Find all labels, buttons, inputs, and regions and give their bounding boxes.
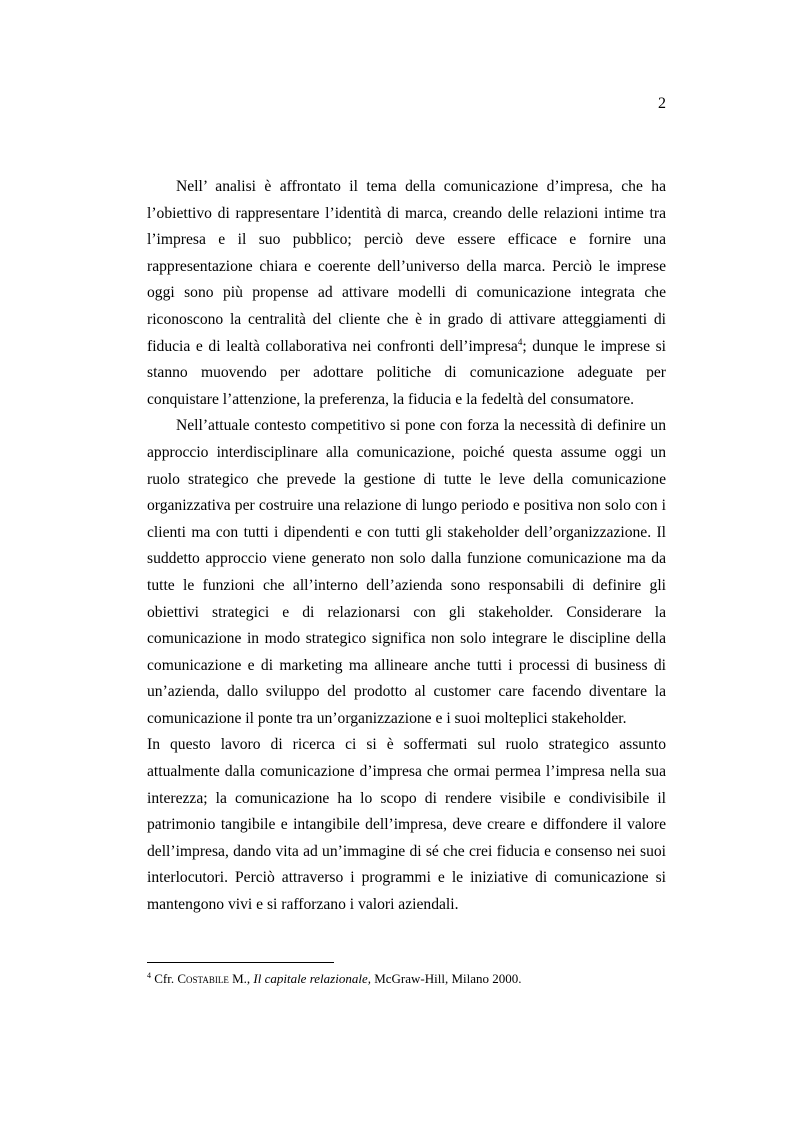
paragraph-1	[147, 174, 666, 413]
paragraph-2: Nell’attuale contesto competitivo si pone con forza la necessità di definire un approccio interdisciplinare alla comunicazione, poiché questa assume oggi un ruolo strategico che prevede la gestione di tutte le leve della comunicazione organizzativa per costruire una relazione di lungo periodo e positiva non solo con i clienti ma con tutti i dipendenti e con tutti gli stakeholder dell’organizzazione. Il suddetto approccio viene generato non solo dalla funzione comunicazione ma da tutte le funzioni che all’interno dell’azienda sono responsabili di definire gli obiettivi strategici e di relazionarsi con gli stakeholder. Considerare la comunicazione in modo strategico significa non solo integrare le discipline della comunicazione e di marketing ma allineare anche tutti i processi di business di un’azienda, dallo sviluppo del prodotto al customer care facendo diventare la comunicazione il ponte tra un’organizzazione e i suoi molteplici stakeholder.	[147, 417, 666, 727]
footnote-initial: M.,	[232, 971, 251, 986]
footnote-publisher: McGraw-Hill, Milano 2000.	[374, 971, 522, 986]
footnote-title: Il capitale relazionale,	[253, 971, 371, 986]
page-number: 2	[658, 95, 666, 112]
footnote-separator	[147, 962, 334, 963]
footnote-reference: 4	[517, 336, 523, 347]
footnote-marker: 4	[147, 971, 151, 980]
body-text	[147, 174, 666, 919]
paragraph-3: In questo lavoro di ricerca ci si è soffermati sul ruolo strategico assunto attualmente dalla comunicazione d’impresa che ormai permea l’impresa nella sua interezza; la comunicazione ha lo scopo di rendere visibile e condivisibile il patrimonio tangibile e intangibile dell’impresa, deve creare e diffondere il valore dell’impresa, dando vita ad un’immagine di sé che crei fiducia e consenso nei suoi interlocutori. Perciò attraverso i programmi e le iniziative di comunicazione si mantengono vivi e si rafforzano i valori aziendali.	[147, 736, 666, 914]
paragraph-1-text: Nell’ analisi è affrontato il tema della comunicazione d’impresa, che ha l’obiettivo di rappresentare l’identità di marca, creando delle relazioni intime tra l’impresa e il suo pubblico; perciò deve essere efficace e fornire una rappresentazione chiara e coerente dell’universo della marca. Perciò le imprese oggi sono più propense ad attivare modelli di comunicazione integrata che riconoscono la centralità del cliente che è in grado di attivare atteggiamenti di fiducia e di lealtà collaborativa nei confronti dell’impresa	[147, 178, 666, 355]
footnote-prefix: Cfr.	[154, 971, 175, 986]
footnote	[147, 970, 667, 988]
footnote-author: Costabile	[177, 971, 229, 986]
paragraph-1-text-continued: ; dunque le imprese si stanno muovendo per adottare politiche di comunicazione adeguate per conquistare l’attenzione, la preferenza, la fiducia e la fedeltà del consumatore.	[147, 337, 666, 408]
